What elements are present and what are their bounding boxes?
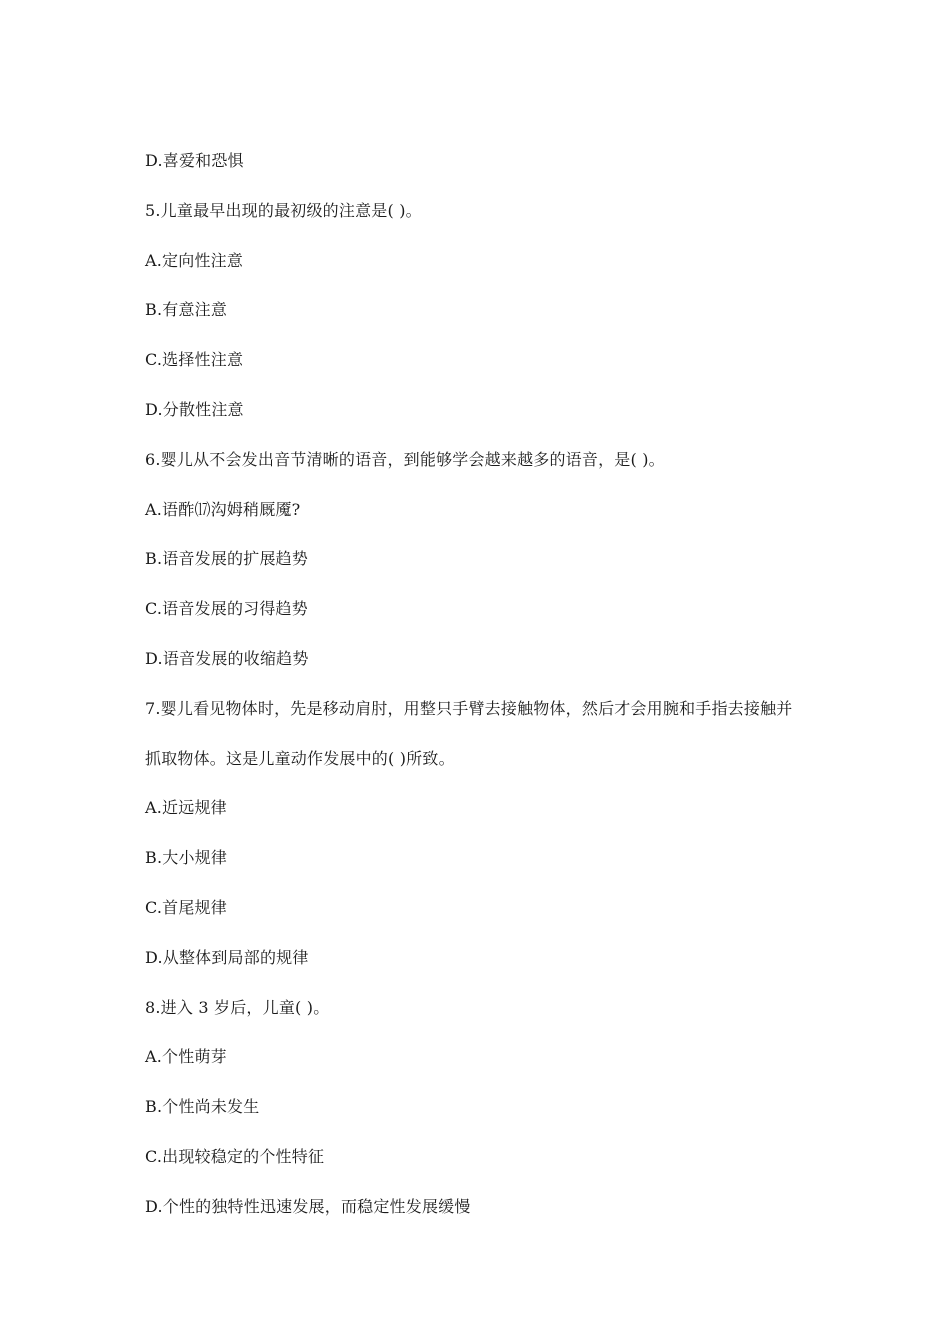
option-b-q8: B.个性尚未发生 <box>145 1097 260 1117</box>
question-7-line-2: 抓取物体。这是儿童动作发展中的( )所致。 <box>145 748 455 768</box>
option-d-q8: D.个性的独特性迅速发展，而稳定性发展缓慢 <box>145 1196 471 1216</box>
option-c-q8: C.出现较稳定的个性特征 <box>145 1146 325 1166</box>
option-b-q5: B.有意注意 <box>145 300 228 320</box>
option-c-q6: C.语音发展的习得趋势 <box>145 599 308 619</box>
option-d-q7: D.从整体到局部的规律 <box>145 947 309 967</box>
option-d-q5: D.分散性注意 <box>145 399 244 419</box>
question-6: 6.婴儿从不会发出音节清晰的语音，到能够学会越来越多的语音，是( )。 <box>145 449 665 469</box>
option-c-q5: C.选择性注意 <box>145 350 244 370</box>
question-5: 5.儿童最早出现的最初级的注意是( )。 <box>145 200 422 220</box>
question-8: 8.进入 3 岁后，儿童( )。 <box>145 997 330 1017</box>
option-c-q7: C.首尾规律 <box>145 897 227 917</box>
option-d-q6: D.语音发展的收缩趋势 <box>145 648 309 668</box>
option-d-q4: D.喜爱和恐惧 <box>145 151 244 170</box>
option-a-q7: A.近远规律 <box>145 798 227 818</box>
option-a-q8: A.个性萌芽 <box>145 1047 227 1067</box>
option-b-q6: B.语音发展的扩展趋势 <box>145 549 309 569</box>
question-7-line-1: 7.婴儿看见物体时，先是移动肩肘，用整只手臂去接触物体，然后才会用腕和手指去接触并 <box>145 698 793 718</box>
question-text-block <box>145 148 825 1244</box>
option-b-q7: B.大小规律 <box>145 848 228 868</box>
option-a-q5: A.定向性注意 <box>145 250 244 270</box>
option-a-q6: A.语酢⒄沟姆稍厩魇? <box>145 499 301 519</box>
